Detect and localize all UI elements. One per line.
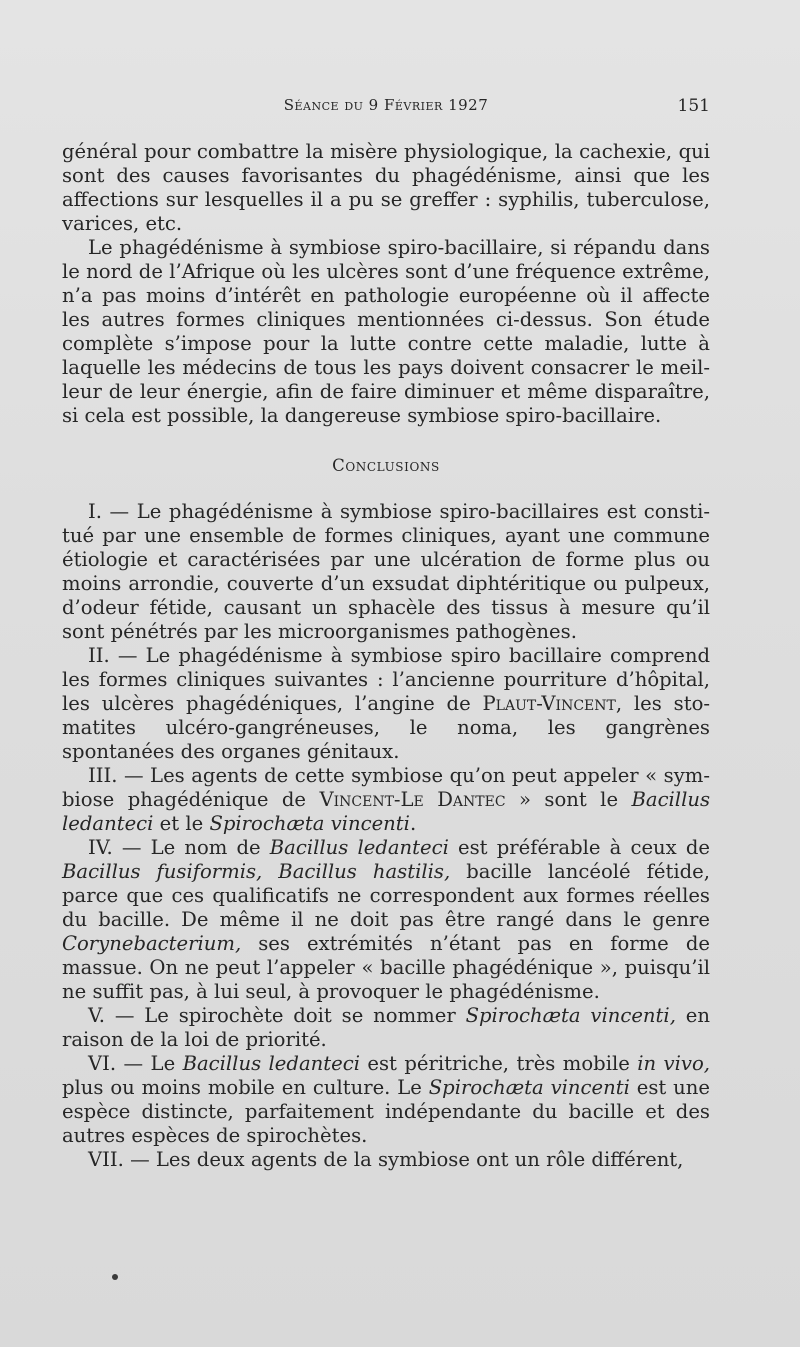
genus-corynebacterium: Corynebacterium, [62, 932, 242, 955]
author-name-plaut-vincent: Plaut-Vincent [482, 692, 616, 715]
species-synonyms: Bacillus fusiformis, Bacillus hastilis, [62, 860, 451, 883]
conclusion-5-text-b: en raison de la loi de priorité. [62, 1004, 711, 1051]
conclusion-4-text-b: est préférable à ceux de [448, 836, 711, 859]
page-header [62, 96, 710, 124]
conclusion-4-text-d: ses extrémités n’étant pas en forme de massue. On ne peut l’appeler « bacille phagédénique », puisqu’il ne suffit pas, à lui seul, à provoquer le phagédénisme. [62, 932, 710, 1003]
species-spirochaeta-vincenti: Spirochæta vincenti [209, 812, 410, 835]
conclusion-6-text-b: est péritriche, très mobile [359, 1052, 638, 1075]
conclusion-3 [62, 764, 710, 836]
paragraph-continued: général pour combattre la misère physiologique, la cachexie, qui sont des causes favorisantes du phagédénisme, ainsi que les affections sur lesquelles il a pu se greffer : syphilis, tuberculose, varices, etc. [62, 140, 710, 235]
conclusion-2-text-b: , les stomatites ulcéro-gangréneuses, le noma, les gangrènes spontanées des organes génitaux. [62, 692, 710, 763]
conclusion-3-text-b: » sont le [505, 788, 632, 811]
paragraph-phagedenism: Le phagédénisme à symbiose spiro-bacillaire, si répandu dans le nord de l’Afrique où les ulcères sont d’une fréquence extrême, n’a pas moins d’intérêt en pathologie européenne où il affecte les autres formes cliniques mentionnées ci-dessus. Son étude complète s’impose pour la lutte contre cette maladie, lutte à laquelle les médecins de tous les pays doivent consacrer le meilleur de leur énergie, afin de faire diminuer et même disparaître, si cela est possible, la dangereuse symbiose spiro-bacillaire. [62, 236, 710, 427]
species-bacillus-ledanteci: Bacillus ledanteci [182, 1052, 360, 1075]
conclusion-3-text-d: . [409, 812, 417, 835]
body-text [62, 140, 710, 1172]
species-spirochaeta-vincenti: Spirochæta vincenti, [465, 1004, 676, 1027]
conclusion-4 [62, 836, 710, 1004]
section-title-conclusions: Conclusions [332, 456, 440, 475]
conclusion-5-text-a: V. — Le spirochète doit se nommer [88, 1004, 466, 1027]
ink-spot [112, 1274, 118, 1280]
species-bacillus-ledanteci: Bacillus ledanteci [269, 836, 449, 859]
page-number: 151 [677, 96, 710, 116]
conclusion-6 [62, 1052, 710, 1148]
conclusion-6-text-a: VI. — Le [88, 1052, 183, 1075]
conclusion-2 [62, 644, 710, 764]
species-spirochaeta-vincenti: Spirochæta vincenti [428, 1076, 630, 1099]
conclusion-6-text-c: plus ou moins mobile en culture. Le [62, 1076, 429, 1099]
species-bacillus-ledanteci: Bacillus ledanteci [62, 788, 711, 835]
conclusion-5 [62, 1004, 710, 1052]
conclusion-1: I. — Le phagédénisme à symbiose spiro-bacillaires est constitué par une ensemble de formes cliniques, ayant une commune étiologie et caractérisées par une ulcération de forme plus ou moins arrondie, couverte d’un exsudat diphtéritique ou pulpeux, d’odeur fétide, causant un sphacèle des tissus à mesure qu’il sont pénétrés par les microorganismes pathogènes. [62, 500, 710, 643]
conclusion-2-text-a: II. — Le phagédénisme à symbiose spiro bacillaire comprend les formes cliniques suivantes : l’ancienne pourriture d’hôpital, les ulcères phagédéniques, l’angine de [62, 644, 710, 715]
conclusion-7: VII. — Les deux agents de la symbiose ont un rôle différent, [88, 1148, 684, 1171]
phrase-in-vivo: in vivo, [637, 1052, 710, 1075]
conclusion-3-text-a: III. — Les agents de cette symbiose qu’on peut appeler « symbiose phagédénique de [62, 764, 710, 811]
author-name-vincent-le-dantec: Vincent-Le Dantec [319, 788, 506, 811]
running-head: Séance du 9 Février 1927 [283, 96, 489, 114]
conclusion-3-text-c: et le [153, 812, 210, 835]
conclusion-4-text-c: bacille lancéolé fétide, parce que ces qualificatifs ne correspondent aux formes réelles du bacille. De même il ne doit pas être rangé dans le genre [62, 860, 710, 931]
conclusion-6-text-d: est une espèce distincte, parfaitement indépendante du bacille et des autres espèces de spirochètes. [62, 1076, 710, 1147]
conclusion-4-text-a: IV. — Le nom de [88, 836, 270, 859]
